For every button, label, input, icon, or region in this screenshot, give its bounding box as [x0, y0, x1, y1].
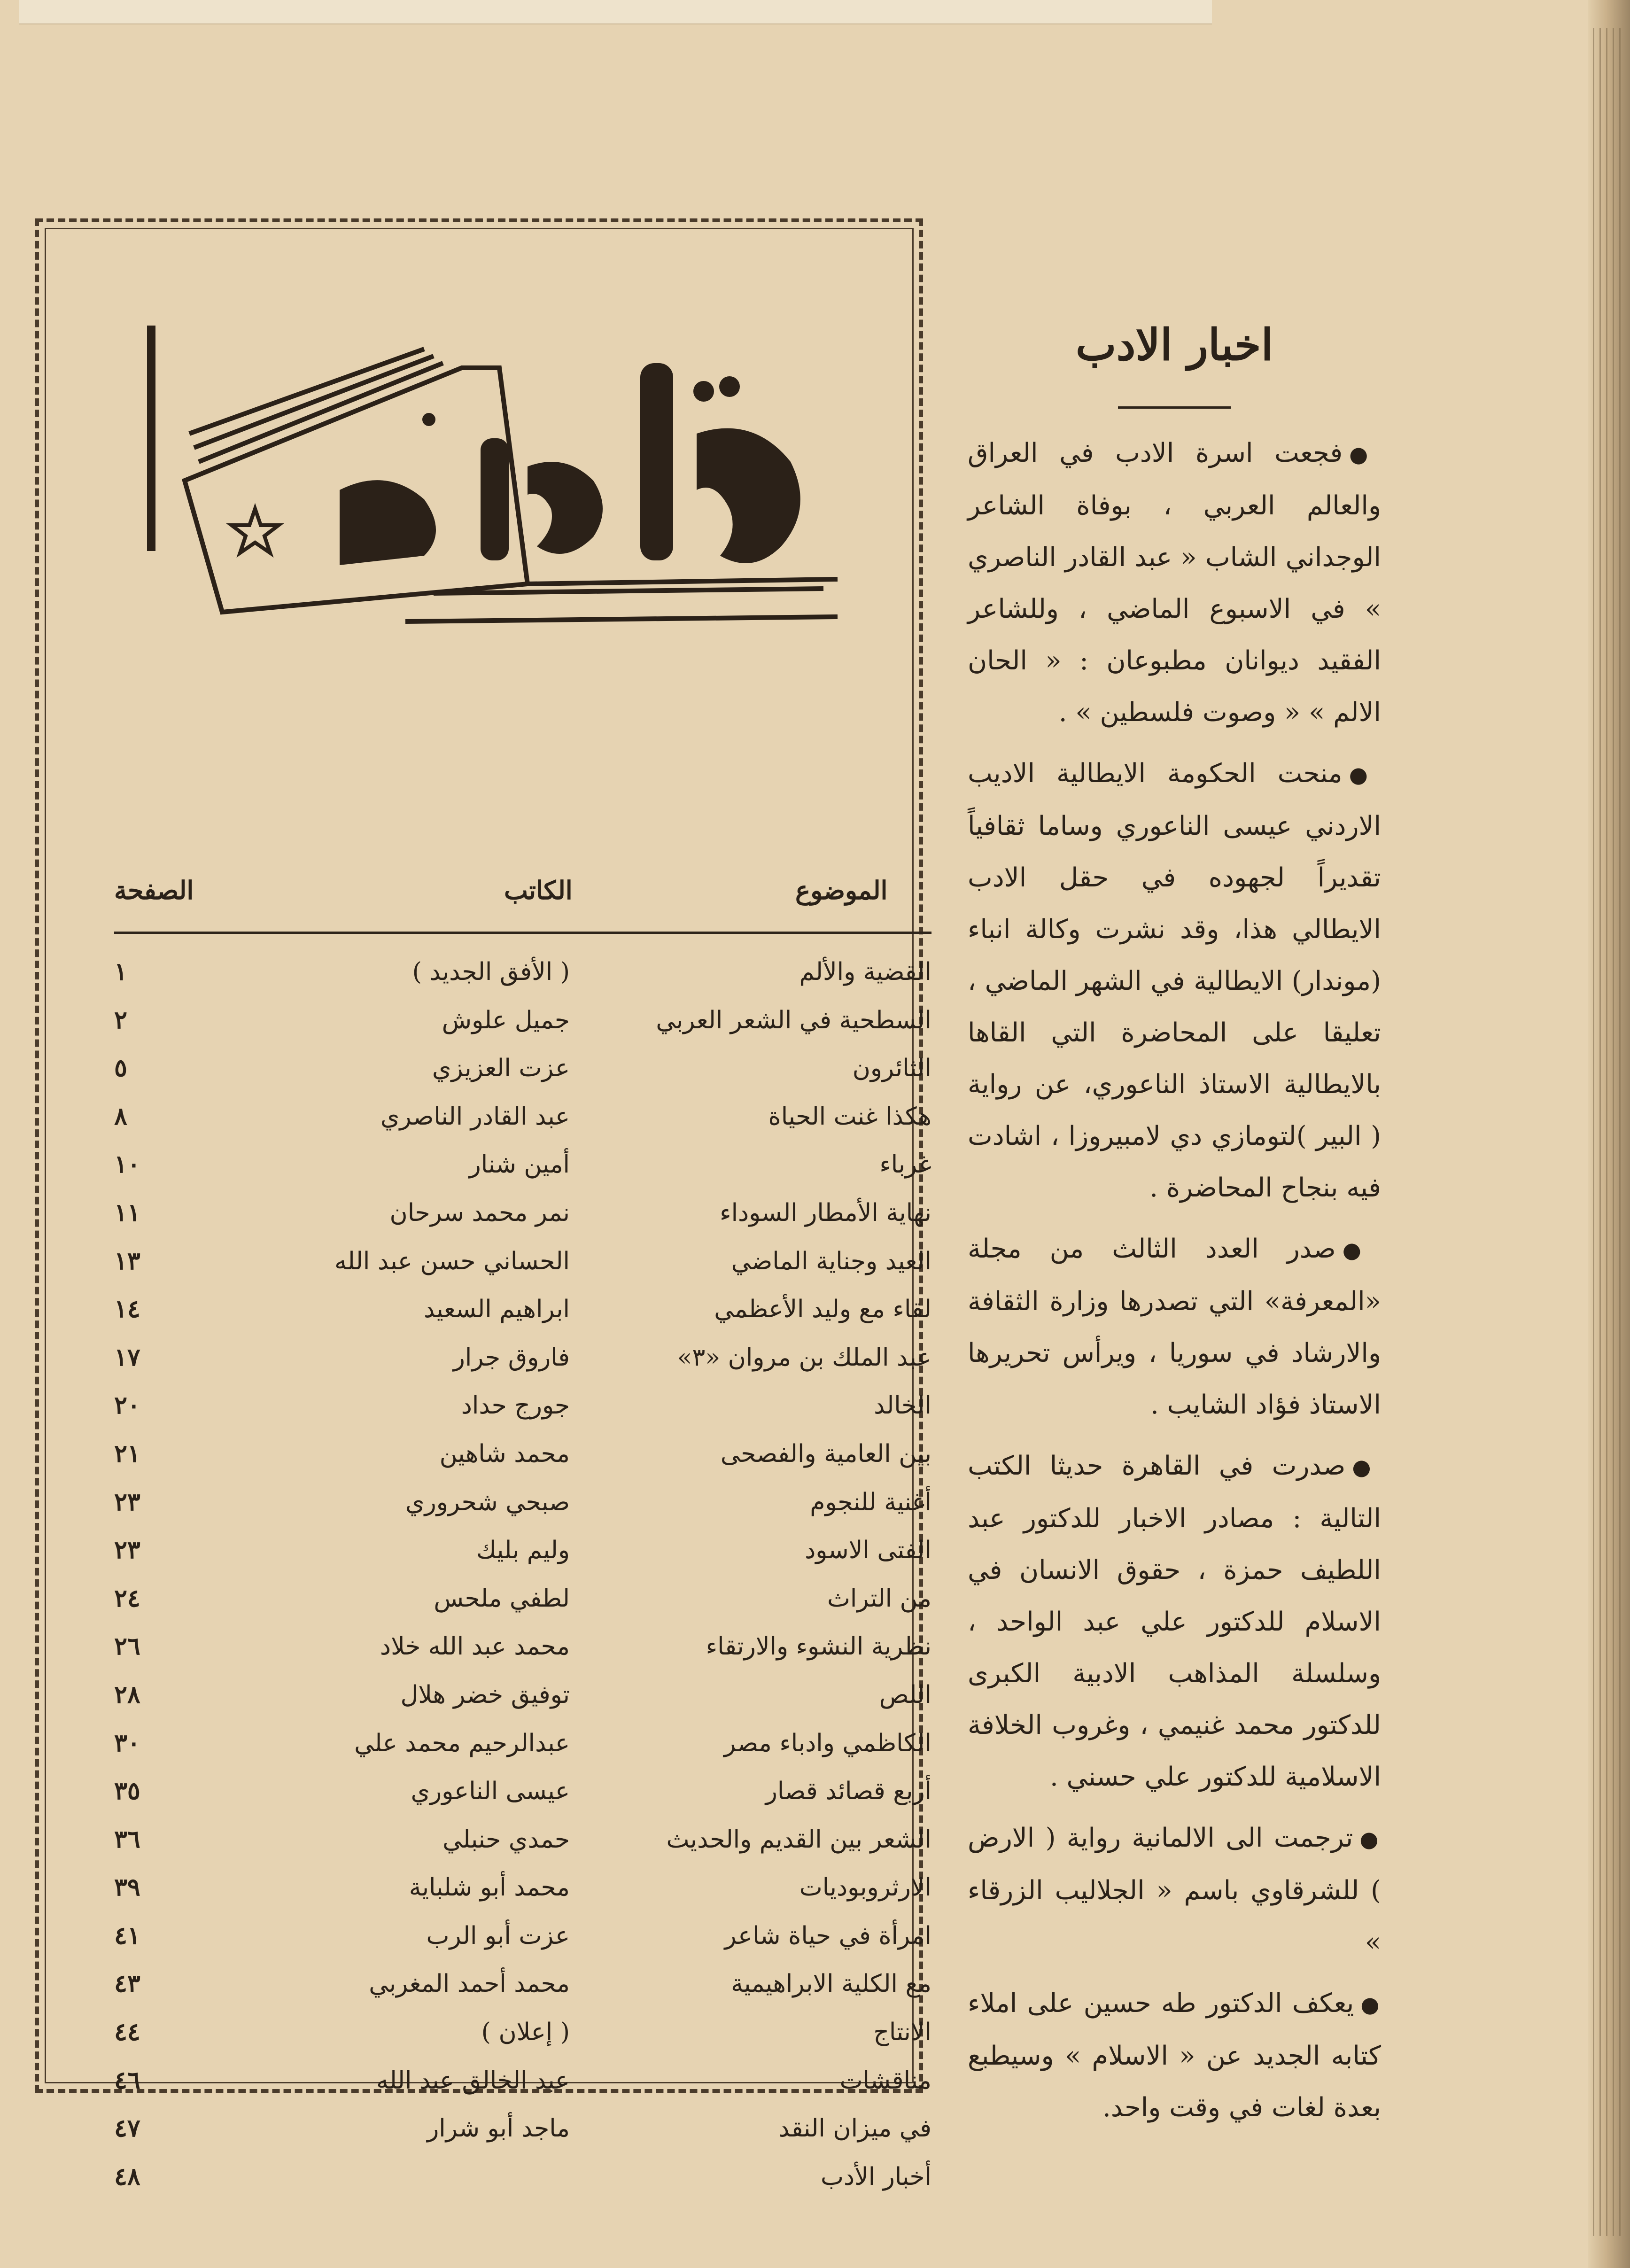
news-item-text: يعكف الدكتور طه حسين على املاء كتابه الجديد عن « الاسلام » وسيطبع بعدة لغات في وقت واحد.	[968, 1988, 1381, 2123]
row-page: ٢٤	[114, 1584, 140, 1613]
row-author: ابراهيم السعيد	[423, 1295, 570, 1324]
table-row	[114, 948, 931, 996]
row-page: ٨	[114, 1102, 127, 1131]
contents-box	[35, 218, 931, 2191]
row-author: عبد الخالق عبد الله	[376, 2066, 570, 2095]
row-author: محمد شاهين	[439, 1439, 570, 1468]
table-row	[114, 2008, 931, 2057]
news-item	[968, 1812, 1381, 1968]
row-topic: غرباء	[879, 1150, 931, 1179]
news-item-text: صدر العدد الثالث من مجلة «المعرفة» التي تصدرها وزارة الثقافة والارشاد في سوريا ، ويرأس تحريرها الاستاذ فؤاد الشايب .	[968, 1234, 1381, 1420]
row-page: ٥	[114, 1054, 127, 1083]
row-author: حمدي حنبلي	[442, 1825, 570, 1854]
row-author: جميل علوش	[442, 1006, 570, 1034]
row-topic: أخبار الأدب	[821, 2162, 931, 2191]
row-topic: الخالد	[874, 1391, 931, 1420]
row-topic: مناقشات	[839, 2066, 931, 2095]
header-author: الكاتب	[504, 875, 573, 905]
row-author: محمد أبو شلباية	[409, 1873, 570, 1902]
row-author: محمد عبد الله خلاد	[380, 1632, 570, 1661]
table-row	[114, 1671, 931, 1719]
row-topic: السطحية في الشعر العربي	[656, 1006, 931, 1034]
row-page: ٢٣	[114, 1536, 140, 1565]
table-row	[114, 1623, 931, 1671]
row-page: ٤٦	[114, 2066, 140, 2095]
table-row	[114, 1864, 931, 1912]
table-row	[114, 1960, 931, 2008]
contents-title-art	[142, 311, 838, 805]
news-item	[968, 1223, 1381, 1431]
news-body	[968, 427, 1381, 2143]
row-author: جورج حداد	[461, 1391, 570, 1420]
row-page: ٤٤	[114, 2018, 140, 2047]
news-title-rule	[1118, 406, 1231, 409]
table-row	[114, 1189, 931, 1237]
row-page: ٣٥	[114, 1777, 140, 1806]
row-author: الحساني حسن عبد الله	[334, 1247, 570, 1275]
contents-header-row	[114, 875, 931, 917]
row-page: ٤١	[114, 1921, 140, 1950]
news-item	[968, 427, 1381, 738]
news-item	[968, 1978, 1381, 2134]
news-item	[968, 748, 1381, 1214]
row-topic: هكذا غنت الحياة	[768, 1102, 931, 1131]
row-author: أمين شنار	[469, 1150, 570, 1179]
row-author: ( إعلان )	[481, 2018, 570, 2047]
row-topic: مع الكلية الابراهيمية	[731, 1970, 931, 1998]
row-author: عيسى الناعوري	[411, 1777, 570, 1806]
news-item-text: فجعت اسرة الادب في العراق والعالم العربي ، بوفاة الشاعر الوجداني الشاب « عبد القادر الناصري » في الاسبوع الماضي ، وللشاعر الفقيد ديوانان مطبوعان : « الحان الالم » « وصوت فلسطين » .	[968, 438, 1381, 728]
bullet-icon: ●	[1342, 1237, 1382, 1263]
news-item	[968, 1440, 1381, 1803]
row-topic: نهاية الأمطار السوداء	[720, 1198, 931, 1227]
row-topic: امرأة في حياة شاعر	[724, 1921, 931, 1950]
row-topic: الفتى الاسود	[805, 1536, 931, 1565]
title-bar	[147, 326, 155, 551]
row-author: عبدالرحيم محمد علي	[354, 1729, 570, 1757]
news-title: اخبار الادب	[1075, 319, 1273, 370]
table-row	[114, 996, 931, 1045]
row-page: ١	[114, 957, 127, 986]
row-topic: عبد الملك بن مروان «٣»	[677, 1343, 931, 1372]
row-page: ٣٦	[114, 1825, 140, 1854]
table-row	[114, 1141, 931, 1189]
news-item-text: منحت الحكومة الايطالية الاديب الاردني عيسى الناعوري وساما ثقافياً تقديراً لجهوده في حقل الادب الايطالي هذا، وقد نشرت وكالة انباء (موندار) الايطالية في الشهر الماضي ، تعليقا على المحاضرة التي القاها بالايطالية الاستاذ الناعوري، عن رواية ( البير )لتومازي دي لامبيروزا ، اشادت فيه بنجاح المحاضرة .	[968, 758, 1381, 1203]
row-author: ماجد أبو شرار	[427, 2114, 570, 2143]
row-author: محمد أحمد المغربي	[369, 1970, 570, 1998]
table-row	[114, 1575, 931, 1623]
row-page: ٤٣	[114, 1969, 140, 1998]
row-topic: الانتاج	[873, 2018, 931, 2047]
table-row	[114, 1382, 931, 1430]
star-icon	[232, 509, 279, 553]
row-topic: الكاظمي وادباء مصر	[724, 1729, 931, 1757]
bullet-icon: ●	[1352, 1454, 1381, 1480]
row-topic: من التراث	[827, 1584, 931, 1613]
row-author: فاروق جرار	[453, 1343, 570, 1372]
row-author: توفيق خضر هلال	[400, 1680, 570, 1709]
title-calligraphy	[340, 363, 800, 565]
table-row	[114, 1526, 931, 1575]
page-stack-edge	[1592, 28, 1621, 2236]
table-row	[114, 1912, 931, 1960]
row-page: ٢١	[114, 1439, 140, 1468]
table-row	[114, 1719, 931, 1768]
row-topic: أربع قصائد قصار	[765, 1777, 931, 1806]
row-page: ٣٩	[114, 1873, 140, 1902]
row-page: ٢٦	[114, 1632, 140, 1661]
news-item-text: صدرت في القاهرة حديثا الكتب التالية : مصادر الاخبار للدكتور عبد اللطيف حمزة ، حقوق الانسان في الاسلام للدكتور علي عبد الواحد ، وسلسلة المذاهب الادبية الكبرى للدكتور محمد غنيمي ، وغروب الخلافة الاسلامية للدكتور علي حسني .	[968, 1451, 1381, 1792]
header-rule	[114, 932, 931, 934]
row-author: عزت أبو الرب	[426, 1921, 570, 1950]
bullet-icon: ●	[1360, 1992, 1381, 2017]
bullet-icon: ●	[1359, 1826, 1381, 1852]
row-page: ١١	[114, 1198, 140, 1227]
table-row	[114, 2153, 931, 2201]
row-page: ٤٧	[114, 2114, 140, 2143]
news-item-text: ترجمت الى الالمانية رواية ( الارض ) للشرقاوي باسم « الجلاليب الزرقاء »	[968, 1823, 1381, 1957]
row-topic: أغنية للنجوم	[810, 1488, 931, 1516]
row-topic: في ميزان النقد	[778, 2114, 931, 2143]
row-page: ٢٣	[114, 1487, 140, 1516]
bullet-icon: ●	[1349, 442, 1382, 467]
row-topic: القضية والألم	[799, 958, 931, 986]
row-topic: بين العامية والفصحى	[720, 1439, 931, 1468]
table-row	[114, 2057, 931, 2105]
row-page: ١٣	[114, 1246, 140, 1275]
row-topic: الثائرون	[852, 1054, 931, 1083]
row-page: ١٧	[114, 1343, 140, 1372]
header-page: الصفحة	[114, 875, 194, 905]
table-row	[114, 1334, 931, 1382]
row-topic: الشعر بين القديم والحديث	[666, 1825, 931, 1854]
row-topic: العيد وجناية الماضي	[731, 1247, 931, 1275]
table-row	[114, 1767, 931, 1816]
table-row	[114, 1237, 931, 1286]
row-author: نمر محمد سرحان	[389, 1198, 570, 1227]
table-row	[114, 1044, 931, 1093]
row-page: ١٤	[114, 1295, 140, 1324]
row-author: عزت العزيزي	[432, 1054, 570, 1083]
page-top-strip	[19, 0, 1212, 24]
row-page: ٢٨	[114, 1680, 140, 1709]
header-topic: الموضوع	[795, 875, 888, 905]
row-topic: لقاء مع وليد الأعظمي	[714, 1295, 931, 1324]
row-author: وليم بليك	[476, 1536, 570, 1565]
row-page: ٣٠	[114, 1728, 140, 1757]
row-topic: الارثروبوديات	[799, 1873, 931, 1902]
row-author: لطفي ملحس	[434, 1584, 570, 1613]
table-row	[114, 1430, 931, 1478]
contents-table	[114, 948, 931, 2201]
row-page: ٢	[114, 1005, 127, 1034]
row-author: عبد القادر الناصري	[380, 1102, 570, 1131]
table-row	[114, 1816, 931, 1864]
row-topic: نظرية النشوء والارتقاء	[706, 1632, 931, 1661]
row-author: صبحي شحروري	[405, 1488, 570, 1516]
row-page: ٢٠	[114, 1391, 140, 1420]
table-row	[114, 1093, 931, 1141]
row-page: ٤٨	[114, 2162, 140, 2191]
table-row	[114, 1285, 931, 1334]
row-topic: اللص	[879, 1680, 931, 1709]
table-row	[114, 2105, 931, 2153]
table-row	[114, 1478, 931, 1527]
row-page: ١٠	[114, 1150, 140, 1179]
row-author: ( الأفق الجديد )	[412, 958, 570, 986]
bullet-icon: ●	[1349, 762, 1382, 787]
